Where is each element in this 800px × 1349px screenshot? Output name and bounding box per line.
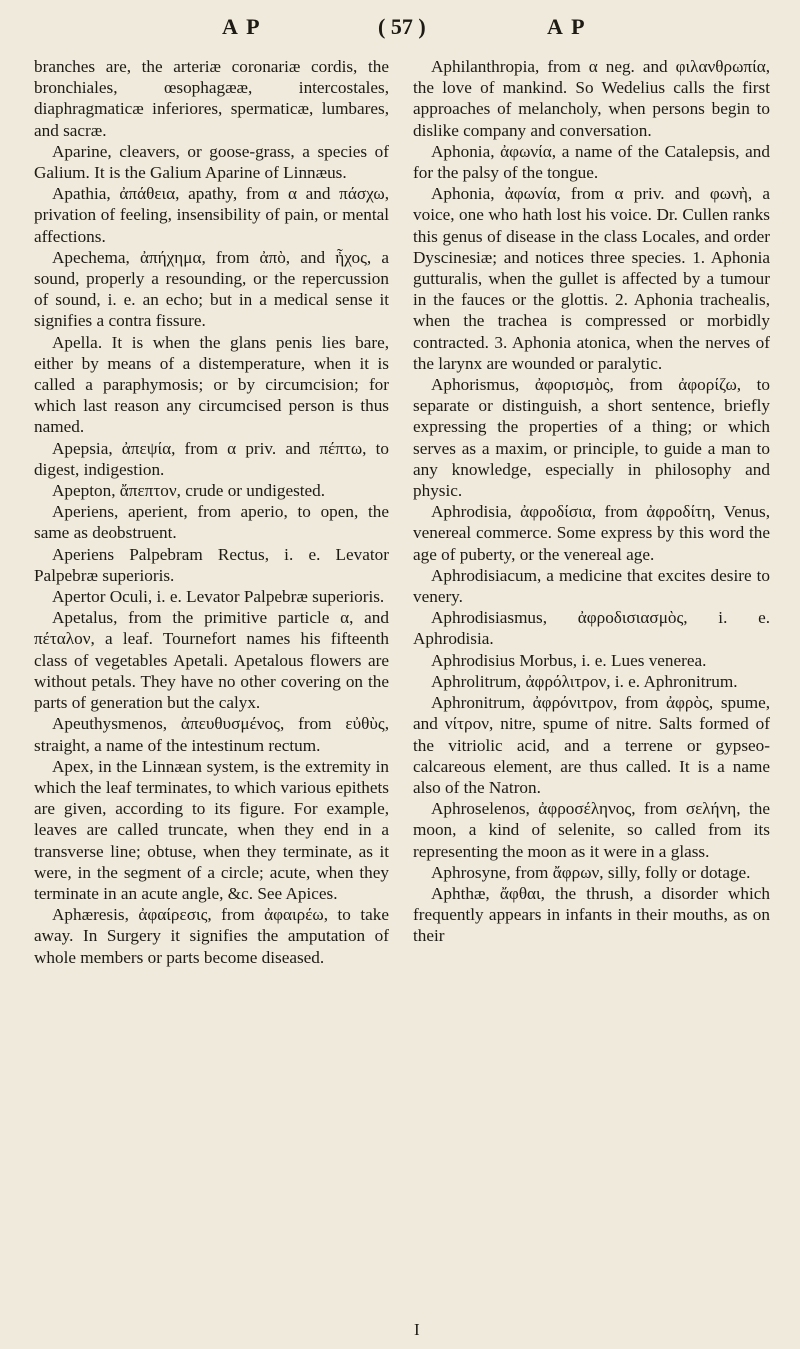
entry-aphrodisia: Aphrodisia, ἀφροδίσια, from ἀφροδίτη, Venus, venereal commerce. Some express by this word the age of puberty, or the venereal age. — [413, 502, 770, 564]
header-left-guide: A P — [222, 14, 262, 39]
entry-aperiens: Aperiens, aperient, from aperio, to open, the same as deobstruent. — [34, 502, 389, 543]
entry-aphaeresis: Aphæresis, ἀφαίρεσις, from ἀφαιρέω, to take away. In Surgery it signifies the amputation of whole members or parts become diseased. — [34, 905, 389, 967]
entry-apertor-oculi: Apertor Oculi, i. e. Levator Palpebræ superioris. — [52, 587, 385, 607]
entry-apella: Apella. It is when the glans penis lies bare, either by means of a distemperature, when it is called a paraphymosis; or by circumcision; for which last reason any circumcised person is thus named. — [34, 332, 389, 437]
entry-apepsia: Apepsia, ἀπεψία, from α priv. and πέπτω, to digest, indigestion. — [34, 438, 389, 479]
entry-aphonia-catalepsis: Aphonia, ἀφωνία, a name of the Catalepsis, and for the palsy of the tongue. — [413, 141, 770, 183]
entry-aphrodisius-morbus: Aphrodisius Morbus, i. e. Lues venerea. — [431, 650, 707, 670]
left-column — [34, 56, 389, 968]
entry-aphrolitrum: Aphrolitrum, ἀφρόλιτρον, i. e. Aphronitrum. — [431, 671, 738, 691]
entry-continuation: branches are, the arteriæ coronariæ cordis, the bronchiales, œsophagææ, intercostales, diaphragmaticæ inferiores, spermaticæ, lumbares, and sacræ. — [34, 57, 389, 140]
entry-apetalus: Apetalus, from the primitive particle α, and πέταλον, a leaf. Tournefort names his fifteenth class of vegetables Apetali. Apetalous flowers are without petals. They have no other covering on the parts of generation but the calyx. — [34, 608, 389, 713]
running-header — [0, 8, 800, 48]
header-right-guide: A P — [547, 14, 587, 39]
entry-aphonia: Aphonia, ἀφωνία, from α priv. and φωνὴ, a voice, one who hath lost his voice. Dr. Cullen ranks this genus of disease in the class Locales, and order Dyscinesiæ; and notices three species. 1. Aphonia gutturalis, when the gullet is affected by a tumour in the fauces or the glottis. 2. Aphonia trachealis, when the trachea is compressed or morbidly contracted. 3. Aphonia atonica, when the nerves of the larynx are wounded or paralytic. — [413, 184, 770, 373]
entry-apex: Apex, in the Linnæan system, is the extremity in which the leaf terminates, to which various epithets are given, according to its figure. For example, leaves are called truncate, when they end in a transverse line; obtuse, when they terminate, as it were, in the segment of a circle; acute, when they terminate in an acute angle, &c. See Apices. — [34, 756, 389, 903]
entry-aparine: Aparine, cleavers, or goose-grass, a species of Galium. It is the Galium Aparine of Linnæus. — [34, 141, 389, 183]
entry-apepton: Apepton, ἄπεπτον, crude or undigested. — [52, 481, 326, 501]
entry-apeuthysmenos: Apeuthysmenos, ἀπευθυσμένος, from εὐθὺς, straight, a name of the intestinum rectum. — [34, 714, 389, 755]
entry-aphthae: Aphthæ, ἄφθαι, the thrush, a disorder which frequently appears in infants in their mouths, as on their — [413, 883, 770, 946]
entry-aphrosyne: Aphrosyne, from ἄφρων, silly, folly or dotage. — [431, 862, 751, 882]
entry-apechema: Apechema, ἀπήχημα, from ἀπὸ, and ἦχος, a sound, properly a resounding, or the repercussion of sound, i. e. an echo; but in a medical sense it signifies a contra fissure. — [34, 247, 389, 331]
entry-aphilanthropia: Aphilanthropia, from α neg. and φιλανθρωπία, the love of mankind. So Wedelius calls the first approaches of melancholy, when persons begin to dislike company and conversation. — [413, 57, 770, 140]
entry-aphroselenos: Aphroselenos, ἀφροσέληνος, from σελήνη, the moon, a kind of selenite, so called from its representing the moon as it were in a glass. — [413, 799, 770, 861]
entry-aperiens-palpebram: Aperiens Palpebram Rectus, i. e. Levator Palpebræ superioris. — [34, 544, 389, 585]
signature-mark: I — [414, 1320, 420, 1339]
entry-aphorismus: Aphorismus, ἀφορισμὸς, from ἀφορίζω, to separate or distinguish, a short sentence, briefly expressing the properties of a thing; or which serves as a maxim, or principle, to guide a man to any knowledge, especially in philosophy and physic. — [413, 375, 770, 501]
entry-aphrodisiacum: Aphrodisiacum, a medicine that excites desire to venery. — [413, 565, 770, 607]
right-column — [413, 56, 770, 947]
entry-aphronitrum: Aphronitrum, ἀφρόνιτρον, from ἀφρὸς, spume, and νίτρον, nitre, spume of nitre. Salts formed of the vitriolic acid, and a terrene or gypseo-calcareous element, are thus called. It is a name also of the Natron. — [413, 693, 770, 797]
entry-aphrodisiasmus: Aphrodisiasmus, ἀφροδισιασμὸς, i. e. Aphrodisia. — [413, 608, 770, 649]
entry-apathia: Apathia, ἀπάθεια, apathy, from α and πάσχω, privation of feeling, insensibility of pain, or mental affections. — [34, 184, 389, 246]
page-number: ( 57 ) — [378, 14, 426, 39]
